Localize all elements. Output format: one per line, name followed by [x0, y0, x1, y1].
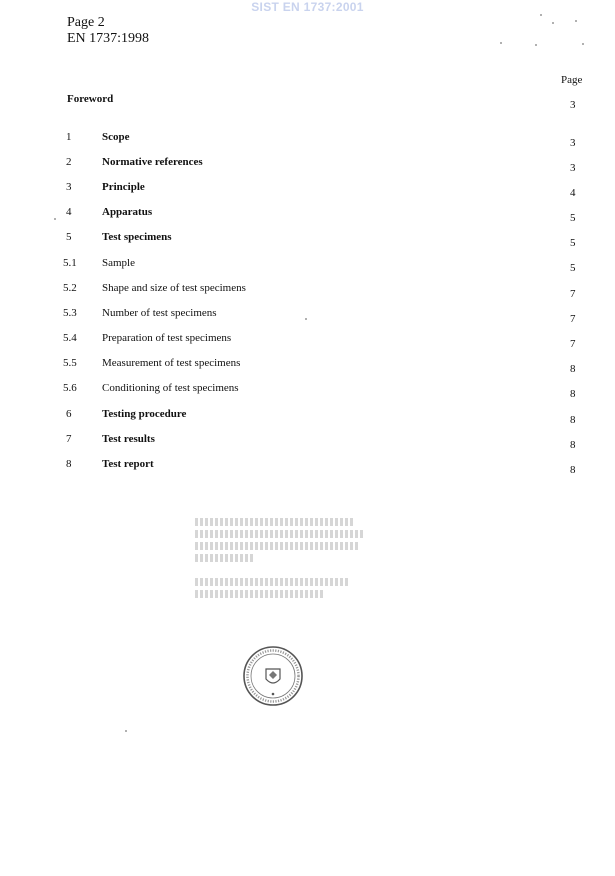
toc-section-title: Measurement of test specimens — [102, 357, 241, 369]
page-number: Page 2 — [67, 15, 105, 30]
toc-row — [0, 257, 615, 277]
toc-section-number: 1 — [66, 131, 72, 143]
toc-section-title: Preparation of test specimens — [102, 332, 232, 344]
toc-row — [0, 408, 615, 428]
page-header — [67, 15, 149, 47]
toc-section-number: 5 — [66, 231, 72, 243]
toc-section-title: Shape and size of test specimens — [102, 282, 246, 294]
official-seal-icon — [242, 645, 304, 707]
toc-page-number: 5 — [570, 212, 576, 224]
toc-section-title: Testing procedure — [102, 408, 187, 420]
toc-row — [0, 433, 615, 453]
foreword-title: Foreword — [67, 93, 114, 105]
toc-section-title: Number of test specimens — [102, 307, 217, 319]
toc-page-number: 5 — [570, 237, 576, 249]
toc-row — [0, 357, 615, 377]
toc-section-number: 5.1 — [63, 257, 77, 269]
toc-section-title: Conditioning of test specimens — [102, 382, 239, 394]
toc-row — [0, 131, 615, 151]
toc-row — [0, 206, 615, 226]
toc-page-number: 5 — [570, 262, 576, 274]
toc-page-number: 8 — [570, 414, 576, 426]
watermark-header: SIST EN 1737:2001 — [251, 0, 364, 14]
page-column-label: Page — [561, 74, 583, 86]
toc-section-number: 5.4 — [63, 332, 77, 344]
toc-section-title: Test results — [102, 433, 155, 445]
toc-page-number: 7 — [570, 313, 576, 325]
toc-section-number: 5.6 — [63, 382, 77, 394]
toc-section-number: 3 — [66, 181, 72, 193]
toc-section-title: Test specimens — [102, 231, 172, 243]
toc-row — [0, 156, 615, 176]
toc-section-number: 8 — [66, 458, 72, 470]
toc-section-title: Apparatus — [102, 206, 153, 218]
toc-page-number: 3 — [570, 162, 576, 174]
toc-page-number: 8 — [570, 439, 576, 451]
toc-row — [0, 181, 615, 201]
toc-page-number: 3 — [570, 137, 576, 149]
toc-section-number: 6 — [66, 408, 72, 420]
toc-row — [0, 458, 615, 478]
toc-section-title: Normative references — [102, 156, 203, 168]
toc-page-number: 4 — [570, 187, 576, 199]
faded-stamp-text — [195, 518, 365, 598]
toc-section-title: Scope — [102, 131, 130, 143]
toc-row — [0, 231, 615, 251]
toc-section-number: 7 — [66, 433, 72, 445]
toc-row — [0, 307, 615, 327]
toc-section-number: 4 — [66, 206, 72, 218]
toc-section-number: 2 — [66, 156, 72, 168]
toc-row — [0, 282, 615, 302]
toc-page-number: 8 — [570, 388, 576, 400]
toc-page-number: 7 — [570, 288, 576, 300]
toc-section-number: 5.5 — [63, 357, 77, 369]
foreword-page: 3 — [570, 99, 576, 111]
toc-section-number: 5.2 — [63, 282, 77, 294]
toc-section-title: Principle — [102, 181, 145, 193]
standard-number: EN 1737:1998 — [67, 31, 150, 46]
toc-section-title: Sample — [102, 257, 135, 269]
toc-section-number: 5.3 — [63, 307, 77, 319]
toc-page-number: 7 — [570, 338, 576, 350]
toc-row — [0, 332, 615, 352]
toc-page-number: 8 — [570, 363, 576, 375]
toc-row — [0, 382, 615, 402]
toc-page-number: 8 — [570, 464, 576, 476]
toc-section-title: Test report — [102, 458, 154, 470]
